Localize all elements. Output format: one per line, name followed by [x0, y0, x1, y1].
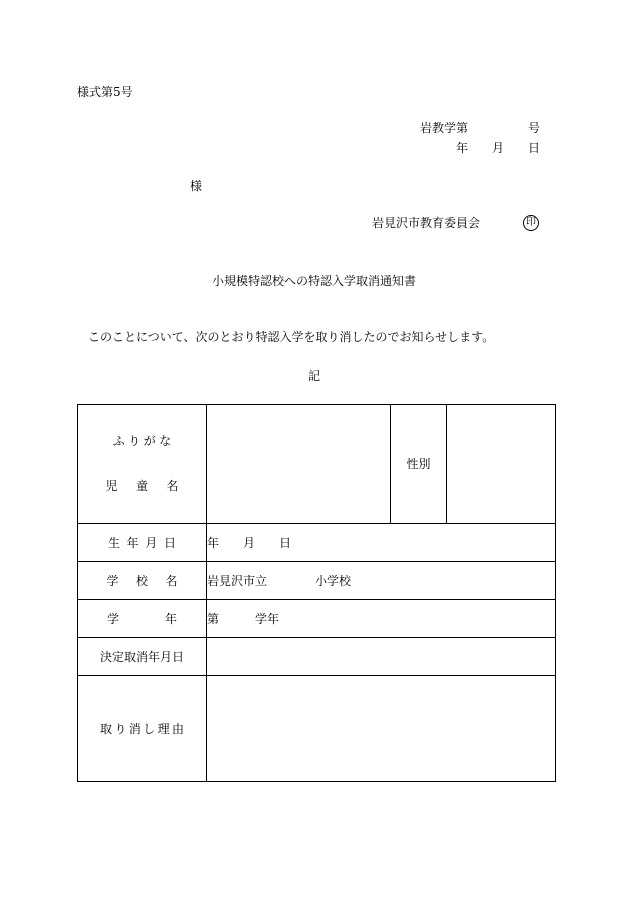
birth-date-value: 年 月 日	[207, 524, 556, 562]
child-name-value-cell	[207, 405, 391, 524]
school-value: 岩見沢市立 小学校	[207, 562, 556, 600]
row-birth-date	[78, 524, 556, 562]
issue-date: 年 月 日	[455, 141, 540, 155]
document-number: 岩教学第 号	[419, 121, 540, 135]
row-grade	[78, 600, 556, 638]
gender-value-cell	[447, 405, 556, 524]
grade-value: 第 学年	[207, 600, 556, 638]
ki-heading: 記	[307, 369, 320, 383]
cancel-date-label-cell	[78, 638, 207, 676]
cancel-date-value-cell	[207, 638, 556, 676]
furigana-label: ふりがな	[112, 434, 175, 448]
form-number: 様式第5号	[77, 85, 133, 99]
row-school-name	[78, 562, 556, 600]
cancel-reason-label-cell	[78, 676, 207, 782]
row-cancel-date	[78, 638, 556, 676]
gender-label-cell	[391, 405, 447, 524]
cancel-date-label: 決定取消年月日	[99, 649, 184, 664]
seal-mark-icon: 印	[523, 215, 539, 231]
child-name-label-cell	[78, 405, 207, 524]
issuer-name: 岩見沢市教育委員会	[372, 216, 481, 230]
addressee-honorific: 様	[190, 179, 203, 193]
document-title: 小規模特認校への特認入学取消通知書	[211, 274, 416, 288]
grade-label: 学年	[106, 611, 223, 626]
cancel-reason-value-cell	[207, 676, 556, 782]
cancel-reason-label: 取り消し理由	[99, 721, 187, 736]
furigana-line	[78, 433, 206, 450]
school-label-cell	[78, 562, 207, 600]
child-name-line	[78, 478, 206, 495]
row-cancel-reason	[78, 676, 556, 782]
birth-date-label: 生年月日	[107, 535, 183, 550]
body-text: このことについて、次のとおり特認入学を取り消したのでお知らせします。	[88, 330, 495, 344]
birth-date-label-cell	[78, 524, 207, 562]
info-table	[77, 404, 556, 782]
gender-label: 性別	[406, 457, 431, 471]
row-child-name	[78, 405, 556, 524]
school-label: 学校名	[106, 573, 195, 588]
child-name-label: 児童名	[105, 479, 197, 493]
grade-label-cell	[78, 600, 223, 638]
